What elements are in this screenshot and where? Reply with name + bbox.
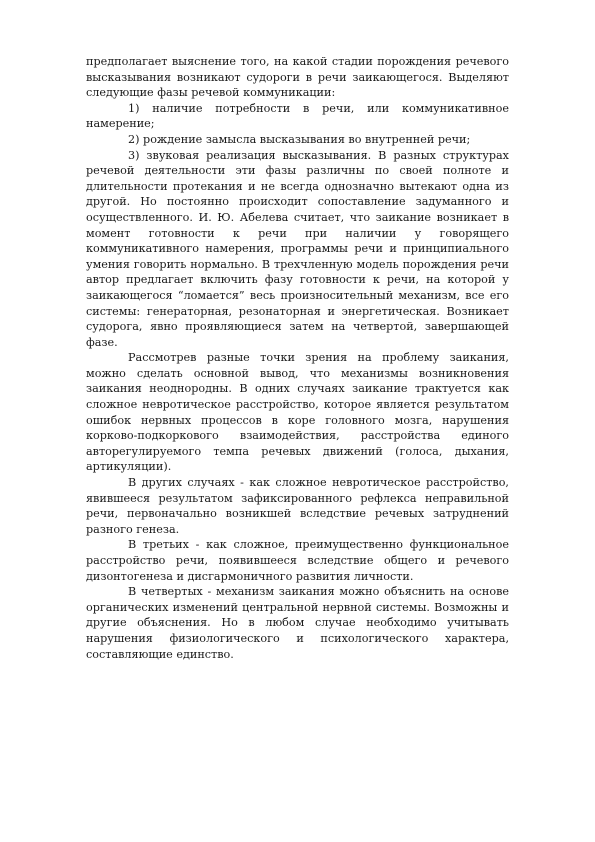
paragraph-2: 1) наличие потребности в речи, или коммуникативное намерение; [86, 101, 509, 131]
paragraph-1: предполагает выяснение того, на какой стадии порождения речевого высказывания возникают судороги в речи заикающегося. Выделяют следующие фазы речевой коммуникации: [86, 55, 509, 100]
paragraph-4: 3) звуковая реализация высказывания. В разных структурах речевой деятельности эти фазы различны по своей полноте и длительности протекания и не всегда однозначно вытекают одна из другой. Но постоянно происходит сопоставление задуманного и осуществленного. И. Ю. Абелева считает, что заикание возникает в момент готовности к речи при наличии у говорящего коммуникативного намерения, программы речи и принципиального умения говорить нормально. В трехчленную модель порождения речи автор предлагает включить фазу готовности к речи, на которой у заикающегося “ломается” весь произносительный механизм, все его системы: генераторная, резонаторная и энергетическая. Возникает судорога, явно проявляющиеся затем на четвертой, завершающей фазе. [86, 148, 509, 349]
body-text [86, 54, 509, 662]
paragraph-8: В четвертых - механизм заикания можно объяснить на основе органических изменений центральной нервной системы. Возможны и другие объяснения. Но в любом случае необходимо учитывать нарушения физиологического и психологического характера, составляющие единство. [86, 585, 509, 661]
paragraph-5: Рассмотрев разные точки зрения на проблему заикания, можно сделать основной вывод, что механизмы возникновения заикания неоднородны. В одних случаях заикание трактуется как сложное невротическое расстройство, которое является результатом ошибок нервных процессов в коре головного мозга, нарушения корково-подкоркового взаимодействия, расстройства единого авторегулируемого темпа речевых движений (голоса, дыхания, артикуляции). [86, 351, 509, 474]
paragraph-6: В других случаях - как сложное невротическое расстройство, явившееся результатом зафиксированного рефлекса неправильной речи, первоначально возникшей вследствие речевых затруднений разного генеза. [86, 476, 509, 536]
paragraph-7: В третьих - как сложное, преимущественно функциональное расстройство речи, появившееся вследствие общего и речевого дизонтогенеза и дисгармоничного развития личности. [86, 538, 509, 583]
paragraph-3: 2) рождение замысла высказывания во внутренней речи; [128, 132, 471, 146]
